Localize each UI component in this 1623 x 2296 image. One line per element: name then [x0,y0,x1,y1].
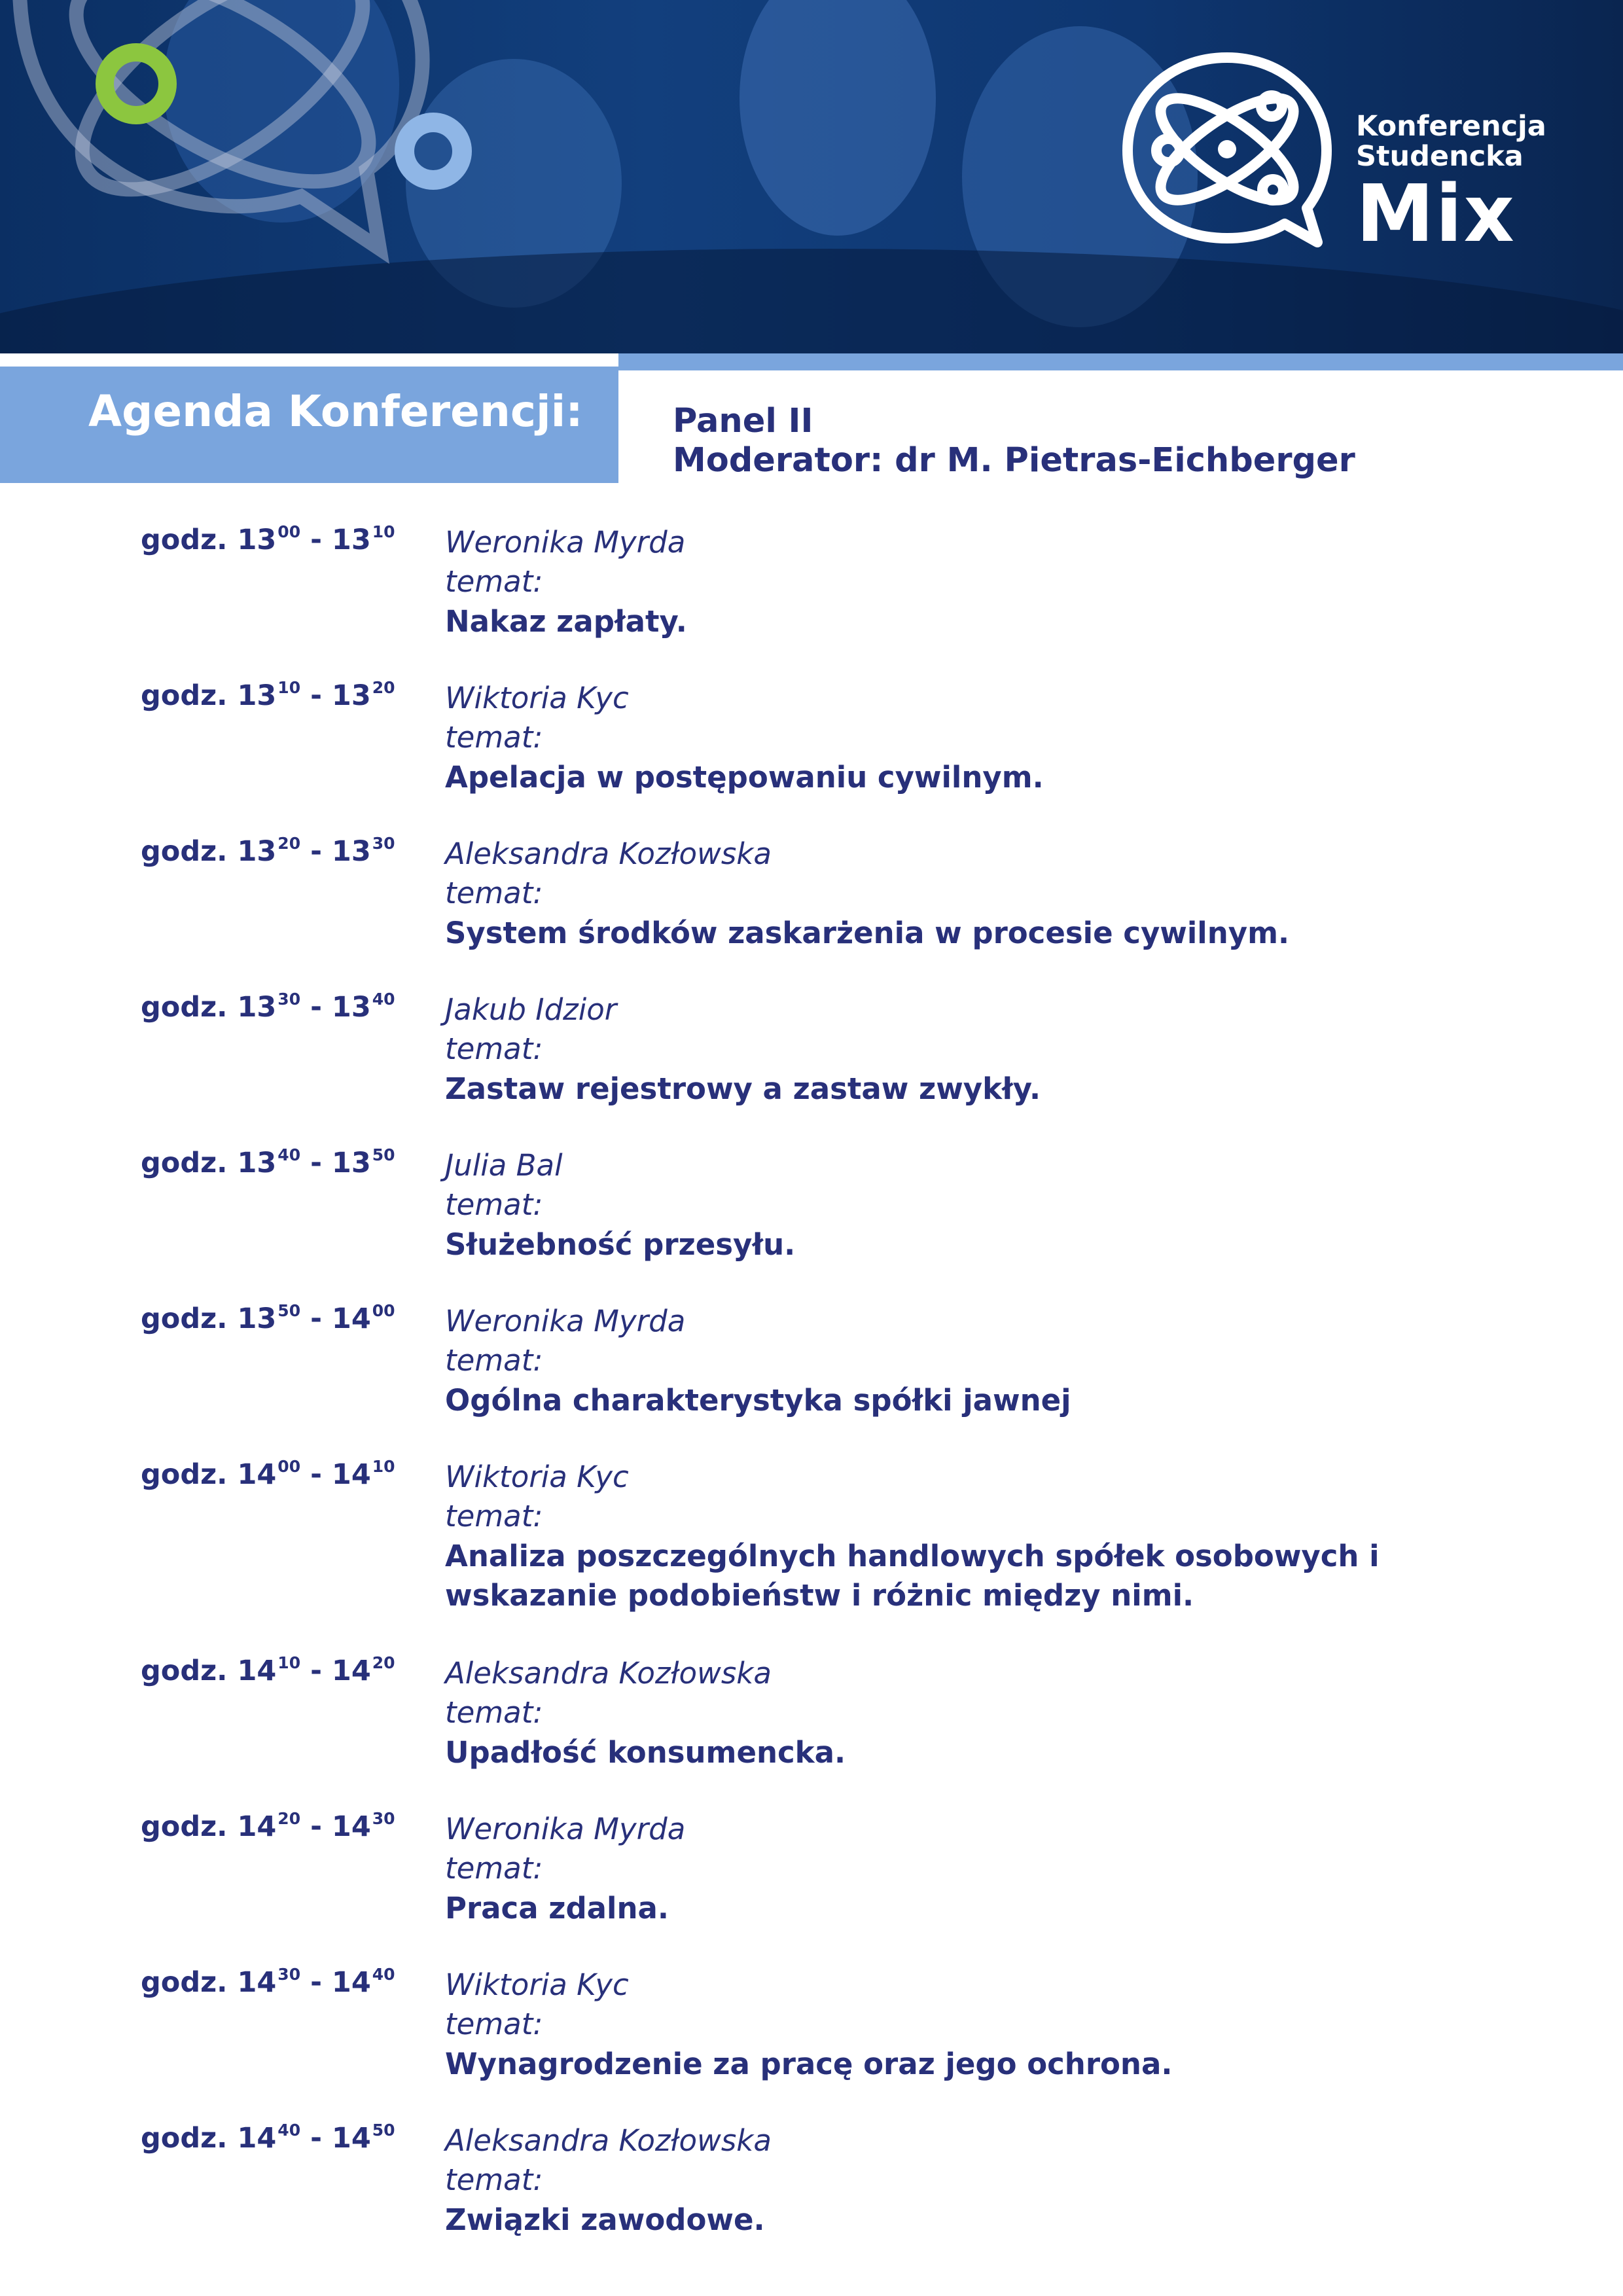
time-separator: - [310,991,322,1024]
start-hour: 13 [237,524,277,556]
blue-ring-icon [395,113,472,190]
start-minute: 40 [277,1145,301,1164]
time-prefix: godz. [141,524,228,556]
time-prefix: godz. [141,1458,228,1491]
time-separator: - [310,679,322,712]
end-minute: 20 [372,1653,395,1672]
panel-name: Panel II [673,402,813,440]
end-hour: 13 [331,991,371,1024]
title-accent-strip [618,353,1623,370]
speaker-name: Wiktoria Kyc [445,681,629,715]
topic-title: Służebność przesyłu. [445,1227,796,1262]
time-separator: - [310,1810,322,1843]
logo-text-line1: Konferencja [1356,110,1546,143]
topic-title: Ogólna charakterystyka spółki jawnej [445,1383,1071,1418]
time-range [141,1302,395,1335]
end-hour: 13 [331,524,371,556]
topic-title: Związki zawodowe. [445,2202,765,2237]
end-hour: 14 [331,1966,371,1999]
start-hour: 13 [237,1147,277,1179]
time-separator: - [310,2122,322,2155]
topic-title: System środków zaskarżenia w procesie cywilnym. [445,916,1290,950]
end-minute: 00 [372,1301,395,1320]
end-minute: 40 [372,1965,395,1984]
start-hour: 13 [237,835,277,868]
logo-text-line2: Studencka [1356,140,1524,173]
end-minute: 30 [372,834,395,853]
time-separator: - [310,1302,322,1335]
speaker-name: Weronika Myrda [445,525,686,560]
start-minute: 10 [277,678,301,697]
time-prefix: godz. [141,1655,228,1687]
start-minute: 50 [277,1301,301,1320]
logo-text-mix: Mix [1356,169,1516,260]
end-hour: 14 [331,1810,371,1843]
start-hour: 14 [237,1655,277,1687]
speaker-name: Wiktoria Kyc [445,1460,629,1494]
time-range [141,1655,395,1687]
end-minute: 50 [372,1145,395,1164]
photo-figure-3 [740,0,936,236]
end-minute: 30 [372,1809,395,1828]
time-prefix: godz. [141,835,228,868]
moderator: Moderator: dr M. Pietras-Eichberger [673,441,1355,480]
header-banner [0,0,1623,353]
start-hour: 14 [237,1458,277,1491]
topic-label: temat: [445,1851,543,1886]
end-hour: 14 [331,1302,371,1335]
time-range [141,1966,395,1999]
end-hour: 14 [331,2122,371,2155]
green-ring-icon [96,43,177,124]
time-range [141,991,395,1024]
end-minute: 10 [372,522,395,541]
topic-label: temat: [445,1187,543,1222]
speaker-name: Jakub Idzior [445,992,617,1027]
time-separator: - [310,1458,322,1491]
start-minute: 00 [277,522,301,541]
time-range [141,1458,395,1491]
topic-title: Wynagrodzenie za pracę oraz jego ochrona. [445,2047,1173,2081]
start-minute: 20 [277,1809,301,1828]
start-hour: 13 [237,991,277,1024]
time-prefix: godz. [141,991,228,1024]
topic-label: temat: [445,2162,543,2197]
time-separator: - [310,1147,322,1179]
end-minute: 40 [372,990,395,1009]
time-range [141,1147,395,1179]
time-separator: - [310,1655,322,1687]
end-hour: 14 [331,1655,371,1687]
time-separator: - [310,835,322,868]
start-minute: 40 [277,2121,301,2140]
time-prefix: godz. [141,1966,228,1999]
time-prefix: godz. [141,679,228,712]
start-hour: 14 [237,1966,277,1999]
time-range [141,2122,395,2155]
end-hour: 13 [331,679,371,712]
time-separator: - [310,1966,322,1999]
speaker-name: Weronika Myrda [445,1812,686,1846]
agenda-title: Agenda Konferencji: [88,386,583,437]
time-range [141,1810,395,1843]
start-minute: 20 [277,834,301,853]
time-prefix: godz. [141,1810,228,1843]
end-minute: 20 [372,678,395,697]
time-range [141,835,395,868]
topic-label: temat: [445,564,543,599]
speaker-name: Wiktoria Kyc [445,1967,629,2002]
time-prefix: godz. [141,1302,228,1335]
time-range [141,524,395,556]
speaker-name: Weronika Myrda [445,1304,686,1338]
end-minute: 50 [372,2121,395,2140]
time-prefix: godz. [141,2122,228,2155]
end-hour: 13 [331,835,371,868]
topic-title: Praca zdalna. [445,1891,669,1926]
speaker-name: Julia Bal [445,1148,563,1183]
start-hour: 14 [237,2122,277,2155]
topic-title: Nakaz zapłaty. [445,604,687,639]
atom-speech-bubble-icon [1116,46,1338,255]
time-separator: - [310,524,322,556]
topic-label: temat: [445,720,543,755]
speaker-name: Aleksandra Kozłowska [445,1656,772,1691]
topic-title: Zastaw rejestrowy a zastaw zwykły. [445,1071,1041,1106]
topic-label: temat: [445,2007,543,2041]
topic-title: Upadłość konsumencka. [445,1735,846,1770]
start-hour: 14 [237,1810,277,1843]
start-minute: 30 [277,990,301,1009]
topic-title: Analiza poszczególnych handlowych spółek osobowych i wskazanie podobieństw i różnic między nimi. [445,1539,1380,1613]
topic-label: temat: [445,1695,543,1730]
start-hour: 13 [237,1302,277,1335]
end-hour: 13 [331,1147,371,1179]
topic-title: Apelacja w postępowaniu cywilnym. [445,760,1044,795]
start-minute: 30 [277,1965,301,1984]
speaker-name: Aleksandra Kozłowska [445,2123,772,2158]
topic-label: temat: [445,876,543,910]
topic-label: temat: [445,1031,543,1066]
start-hour: 13 [237,679,277,712]
end-minute: 10 [372,1457,395,1476]
title-bar [0,353,1623,484]
time-range [141,679,395,712]
time-prefix: godz. [141,1147,228,1179]
topic-label: temat: [445,1343,543,1378]
start-minute: 10 [277,1653,301,1672]
start-minute: 00 [277,1457,301,1476]
topic-label: temat: [445,1499,543,1534]
speaker-name: Aleksandra Kozłowska [445,836,772,871]
end-hour: 14 [331,1458,371,1491]
